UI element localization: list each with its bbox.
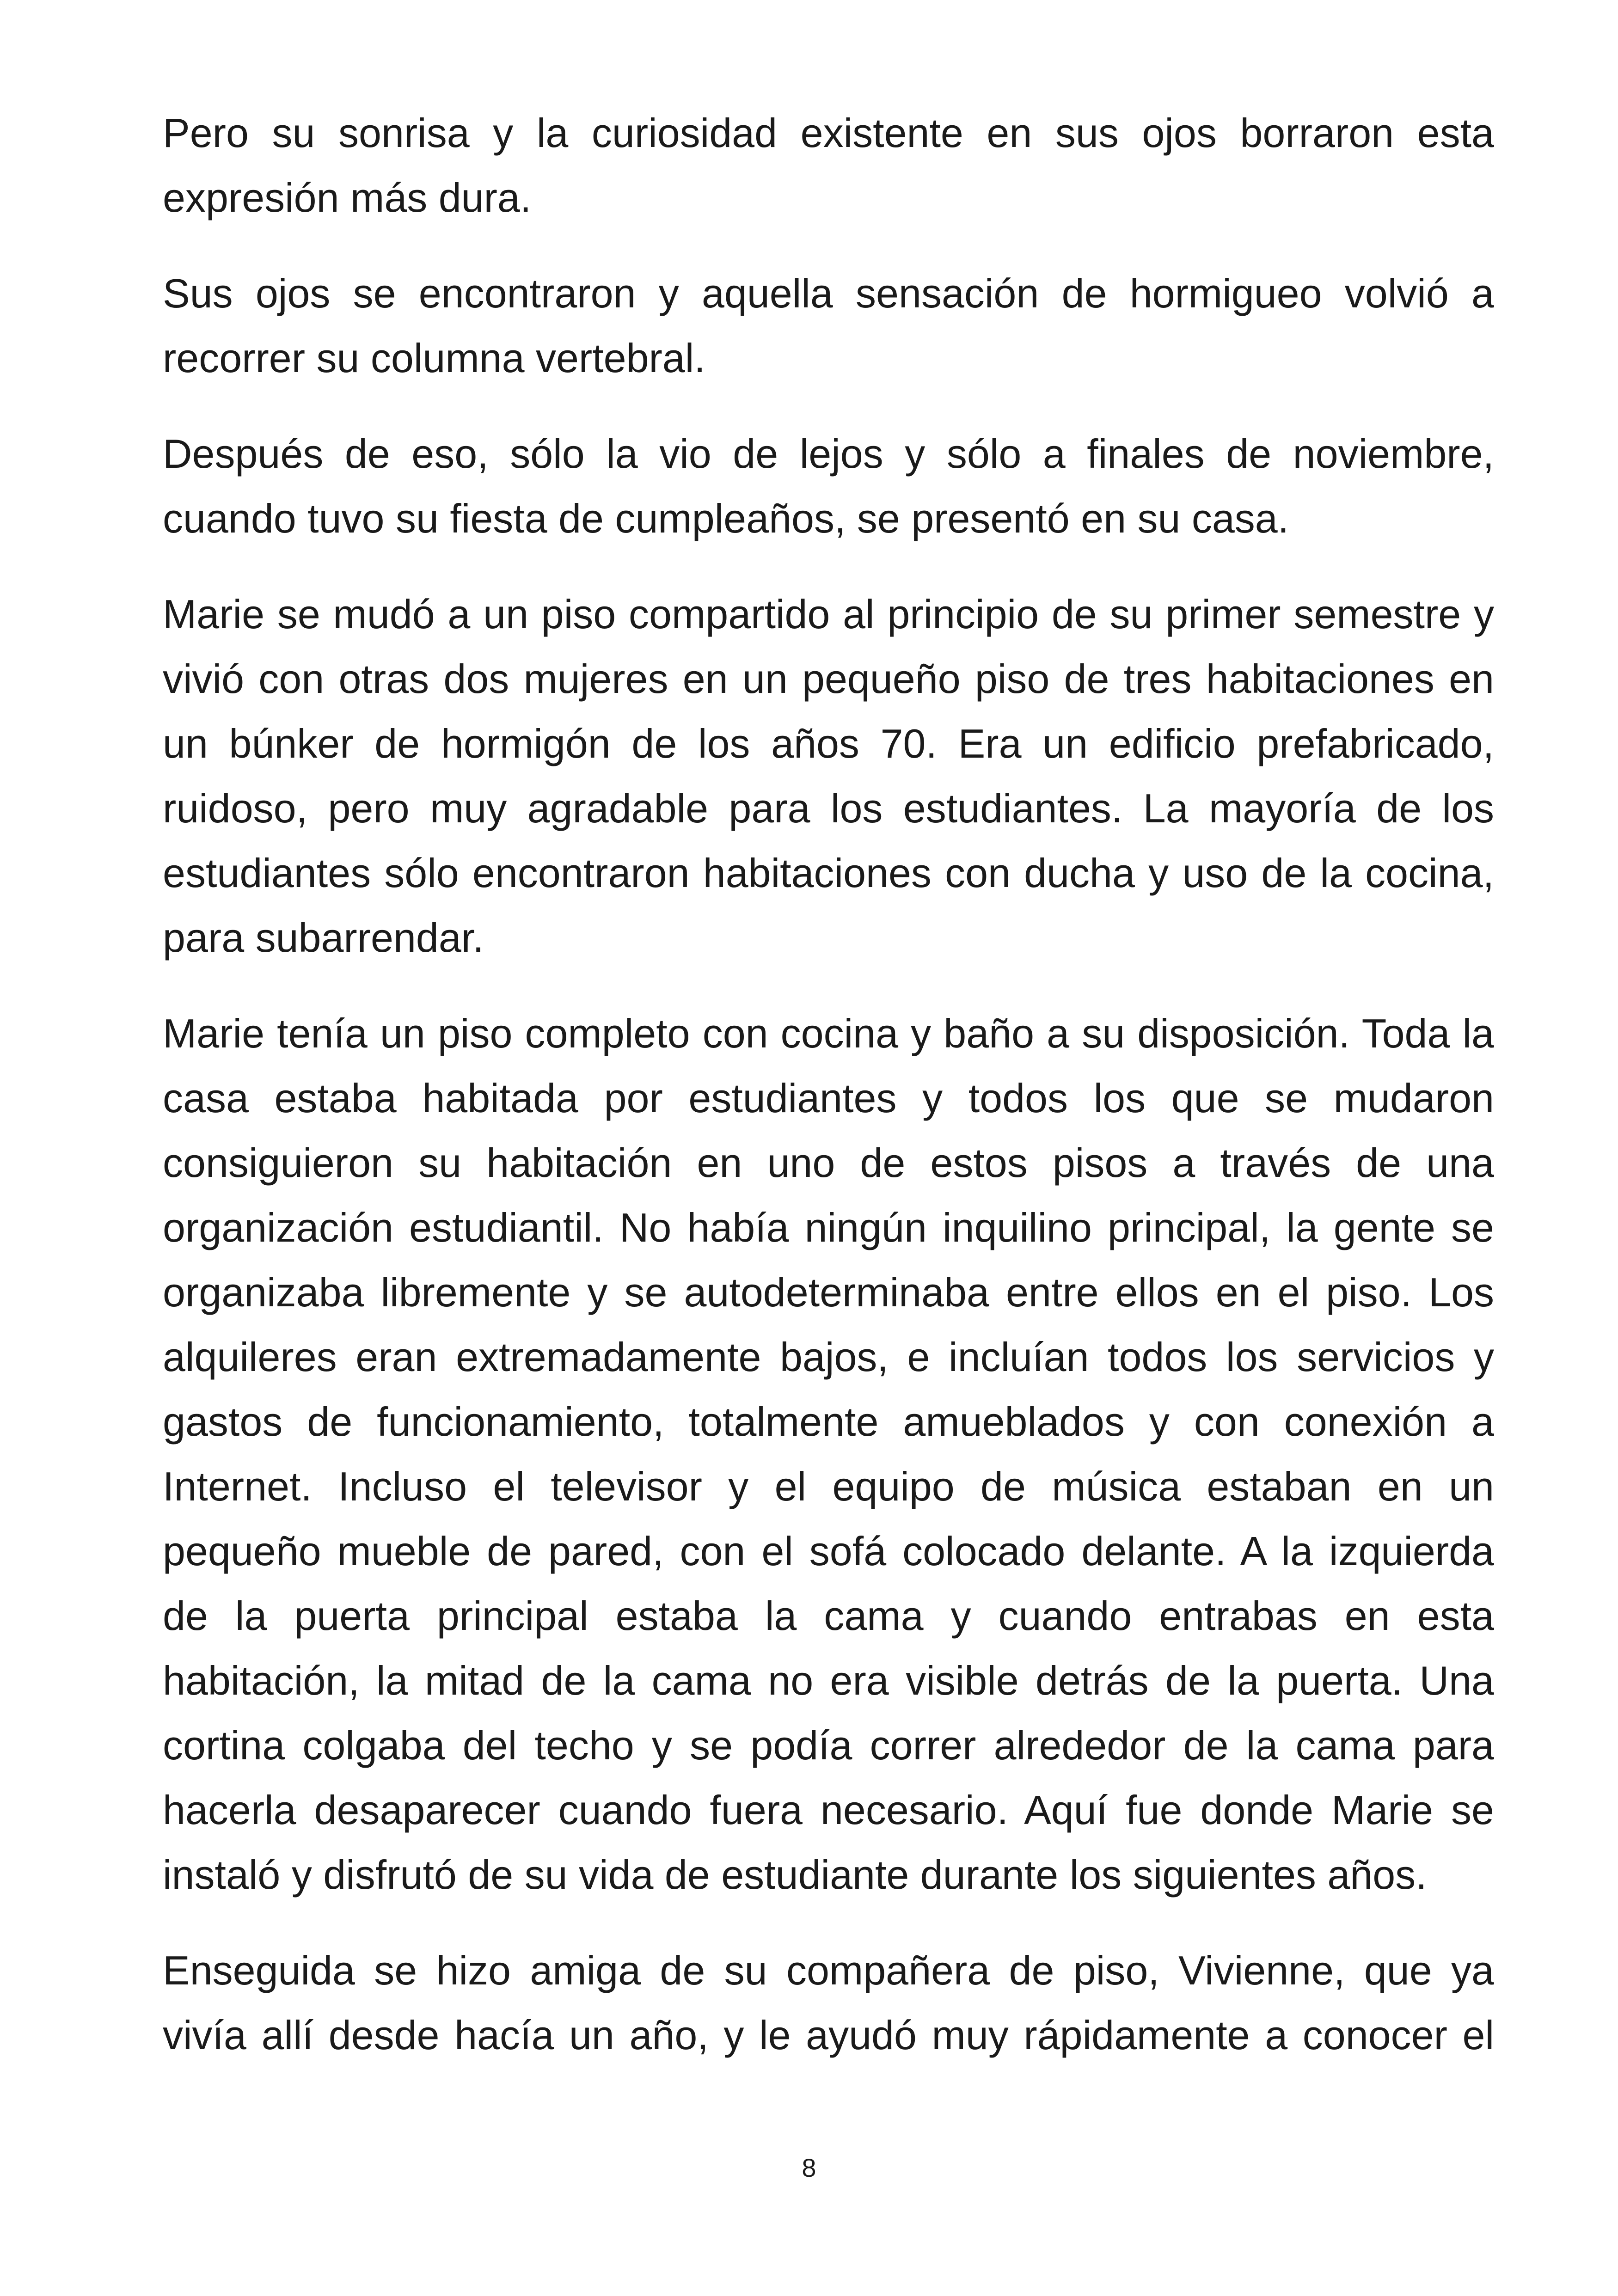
page-number: 8 <box>802 2153 816 2182</box>
paragraph-5: Marie tenía un piso completo con cocina y baño a su disposición. Toda la casa estaba habitada por estudiantes y todos los que se mudaron consiguieron su habitación en uno de estos pisos a través de una organización estudiantil. No había ningún inquilino principal, la gente se organizaba libremente y se autodeterminaba entre ellos en el piso. Los alquileres eran extremadamente bajos, e incluían todos los servicios y gastos de funcionamiento, totalmente amueblados y con conexión a Internet. Incluso el televisor y el equipo de música estaban en un pequeño mueble de pared, con el sofá colocado delante. A la izquierda de la puerta principal estaba la cama y cuando entrabas en esta habitación, la mitad de la cama no era visible detrás de la puerta. Una cortina colgaba del techo y se podía correr alrededor de la cama para hacerla desaparecer cuando fuera necesario. Aquí fue donde Marie se instaló y disfrutó de su vida de estudiante durante los siguientes años. <box>163 1010 1494 1898</box>
paragraph-6: Enseguida se hizo amiga de su compañera de piso, Vivienne, que ya vivía allí desde hacía un año, y le ayudó muy rápidamente a conocer el <box>163 1947 1494 2058</box>
paragraph-1: Pero su sonrisa y la curiosidad existente en sus ojos borraron esta expresión más dura. <box>163 110 1494 220</box>
paragraph-3: Después de eso, sólo la vio de lejos y sólo a finales de noviembre, cuando tuvo su fiesta de cumpleaños, se presentó en su casa. <box>163 431 1494 541</box>
paragraph-4: Marie se mudó a un piso compartido al principio de su primer semestre y vivió con otras dos mujeres en un pequeño piso de tres habitaciones en un búnker de hormigón de los años 70. Era un edificio prefabricado, ruidoso, pero muy agradable para los estudiantes. La mayoría de los estudiantes sólo encontraron habitaciones con ducha y uso de la cocina, para subarrendar. <box>163 591 1494 961</box>
body-text <box>163 101 1494 2068</box>
paragraph-2: Sus ojos se encontraron y aquella sensación de hormigueo volvió a recorrer su columna vertebral. <box>163 270 1494 381</box>
